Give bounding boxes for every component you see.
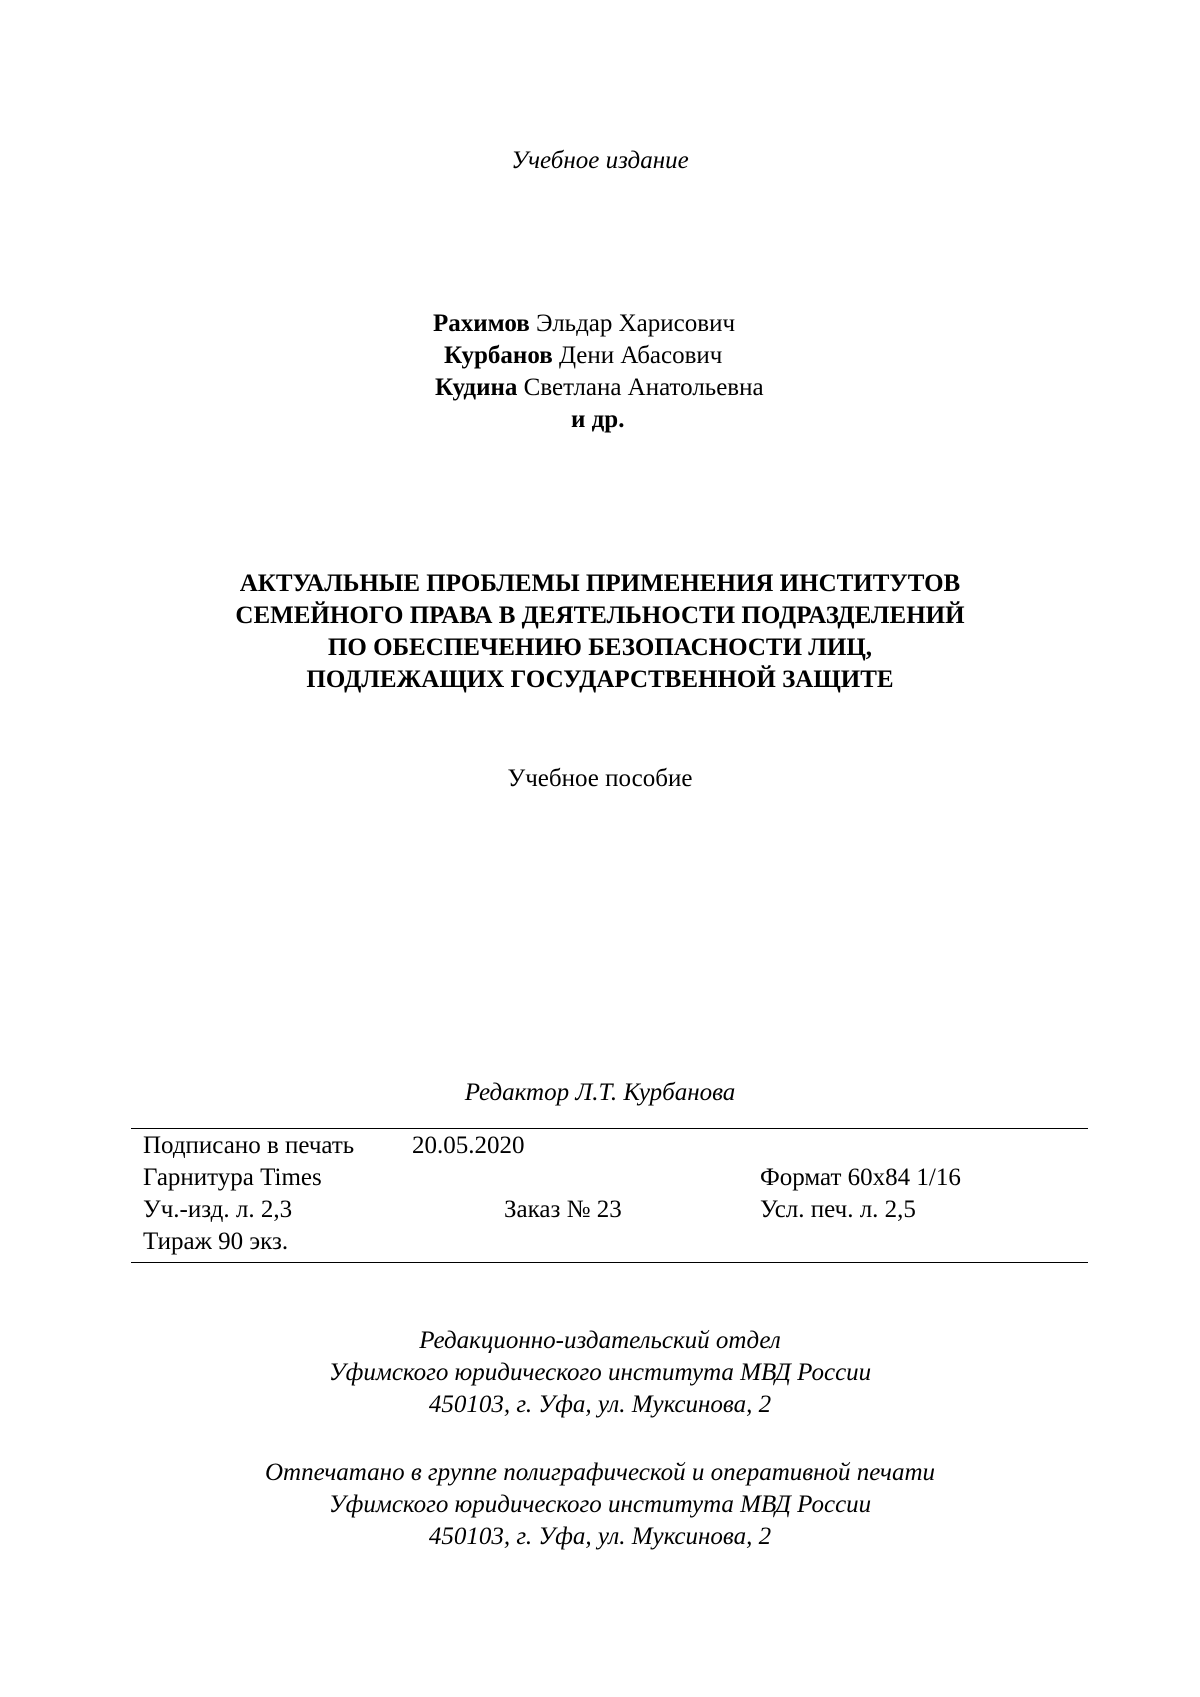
author-1	[433, 308, 735, 340]
publisher-line: Редакционно-издательский отдел	[0, 1325, 1200, 1357]
title-line: ПОДЛЕЖАЩИХ ГОСУДАРСТВЕННОЙ ЗАЩИТЕ	[0, 664, 1200, 696]
author-2-name: Дени Абасович	[559, 342, 722, 369]
author-3-name: Светлана Анатольевна	[524, 374, 764, 401]
publisher-line: Уфимского юридического института МВД России	[0, 1357, 1200, 1389]
printer-line: 450103, г. Уфа, ул. Муксинова, 2	[0, 1521, 1200, 1553]
title-line: АКТУАЛЬНЫЕ ПРОБЛЕМЫ ПРИМЕНЕНИЯ ИНСТИТУТОВ	[0, 568, 1200, 600]
order-number: Заказ № 23	[504, 1194, 622, 1226]
publication-kind: Учебное пособие	[0, 763, 1200, 795]
printer-line: Отпечатано в группе полиграфической и оперативной печати	[0, 1457, 1200, 1489]
edition-type: Учебное издание	[0, 145, 1200, 177]
author-2	[444, 340, 722, 372]
printer-line: Уфимского юридического института МВД России	[0, 1489, 1200, 1521]
typeface: Гарнитура Times	[143, 1162, 322, 1194]
printed-sheets: Усл. печ. л. 2,5	[760, 1194, 916, 1226]
title-line: ПО ОБЕСПЕЧЕНИЮ БЕЗОПАСНОСТИ ЛИЦ,	[0, 632, 1200, 664]
signed-label: Подписано в печать	[143, 1130, 354, 1162]
signed-date: 20.05.2020	[412, 1130, 525, 1162]
author-3-surname: Кудина	[435, 374, 517, 401]
author-3	[435, 372, 764, 404]
imprint-block	[131, 1128, 1088, 1263]
editor: Редактор Л.Т. Курбанова	[0, 1077, 1200, 1109]
book-title	[0, 568, 1200, 696]
author-2-surname: Курбанов	[444, 342, 553, 369]
authors-etc: и др.	[571, 404, 624, 436]
publishing-sheets: Уч.-изд. л. 2,3	[143, 1194, 292, 1226]
author-1-name: Эльдар Харисович	[536, 310, 735, 337]
author-1-surname: Рахимов	[433, 310, 530, 337]
circulation: Тираж 90 экз.	[143, 1226, 288, 1258]
title-line: СЕМЕЙНОГО ПРАВА В ДЕЯТЕЛЬНОСТИ ПОДРАЗДЕЛЕНИЙ	[0, 600, 1200, 632]
publisher-line: 450103, г. Уфа, ул. Муксинова, 2	[0, 1389, 1200, 1421]
paper-format: Формат 60х84 1/16	[760, 1162, 961, 1194]
